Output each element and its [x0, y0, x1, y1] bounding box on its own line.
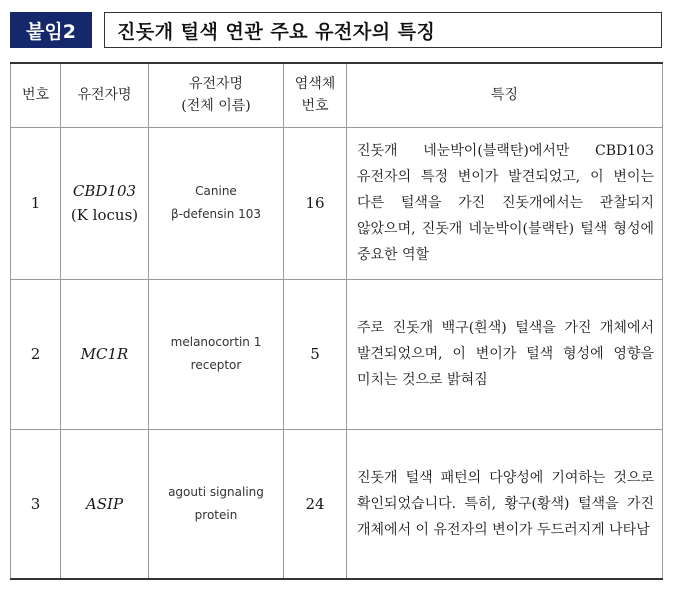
col-header-full-name-line1: 유전자명	[188, 76, 244, 93]
chromosome-number: 16	[284, 127, 347, 279]
full-name-cell	[149, 127, 284, 279]
gene-cell	[61, 429, 149, 579]
page-title: 진돗개 털색 연관 주요 유전자의 특징	[117, 20, 436, 43]
header	[10, 12, 662, 48]
features-cell	[347, 279, 663, 429]
row-number: 3	[11, 429, 61, 579]
row-number: 2	[11, 279, 61, 429]
gene-symbol: CBD103	[72, 182, 137, 200]
table-row	[11, 279, 663, 429]
gene-locus: (K locus)	[70, 206, 139, 224]
full-name-line1: Canine	[195, 184, 237, 198]
table-header-row	[11, 63, 663, 127]
full-name-line2: protein	[194, 507, 238, 522]
col-header-full-name	[149, 63, 284, 127]
row-number: 1	[11, 127, 61, 279]
features-text: 주로 진돗개 백구(흰색) 털색을 가진 개체에서 발견되었으며, 이 변이가 털색 형성에 영향을 미치는 것으로 밝혀짐	[357, 320, 654, 388]
features-cell	[347, 429, 663, 579]
chromosome-number: 5	[284, 279, 347, 429]
features-text: 진돗개 네눈박이(블랙탄)에서만 CBD103 유전자의 특정 변이가 발견되었고, 이 변이는 다른 털색을 가진 진돗개에서는 관찰되지 않았으며, 진돗개 네눈박이(블랙탄) 털색 형성에 중요한 역할	[357, 143, 654, 263]
gene-symbol: ASIP	[85, 494, 124, 513]
appendix-badge: 붙임2	[10, 12, 92, 48]
full-name-line1: agouti signaling	[168, 484, 264, 499]
gene-cell	[61, 127, 149, 279]
full-name-line2: β-defensin 103	[170, 207, 262, 221]
gene-cell	[61, 279, 149, 429]
col-header-chromosome-line1: 염색체	[294, 76, 336, 93]
full-name-cell	[149, 429, 284, 579]
col-header-features: 특징	[347, 63, 663, 127]
full-name-line1: melanocortin 1	[170, 335, 262, 349]
col-header-chromosome-line2: 번호	[301, 98, 329, 115]
col-header-gene-name: 유전자명	[61, 63, 149, 127]
table-row	[11, 429, 663, 579]
col-header-full-name-line2: (전체 이름)	[181, 98, 251, 115]
title-box	[104, 12, 662, 48]
gene-table	[10, 62, 663, 580]
chromosome-number: 24	[284, 429, 347, 579]
table-row	[11, 127, 663, 279]
features-text: 진돗개 털색 패턴의 다양성에 기여하는 것으로 확인되었습니다. 특히, 황구(황색) 털색을 가진 개체에서 이 유전자의 변이가 두드러지게 나타남	[357, 469, 654, 538]
col-header-chromosome	[284, 63, 347, 127]
gene-symbol: MC1R	[80, 345, 129, 363]
full-name-line2: receptor	[190, 358, 242, 372]
full-name-cell	[149, 279, 284, 429]
col-header-number: 번호	[11, 63, 61, 127]
features-cell	[347, 127, 663, 279]
